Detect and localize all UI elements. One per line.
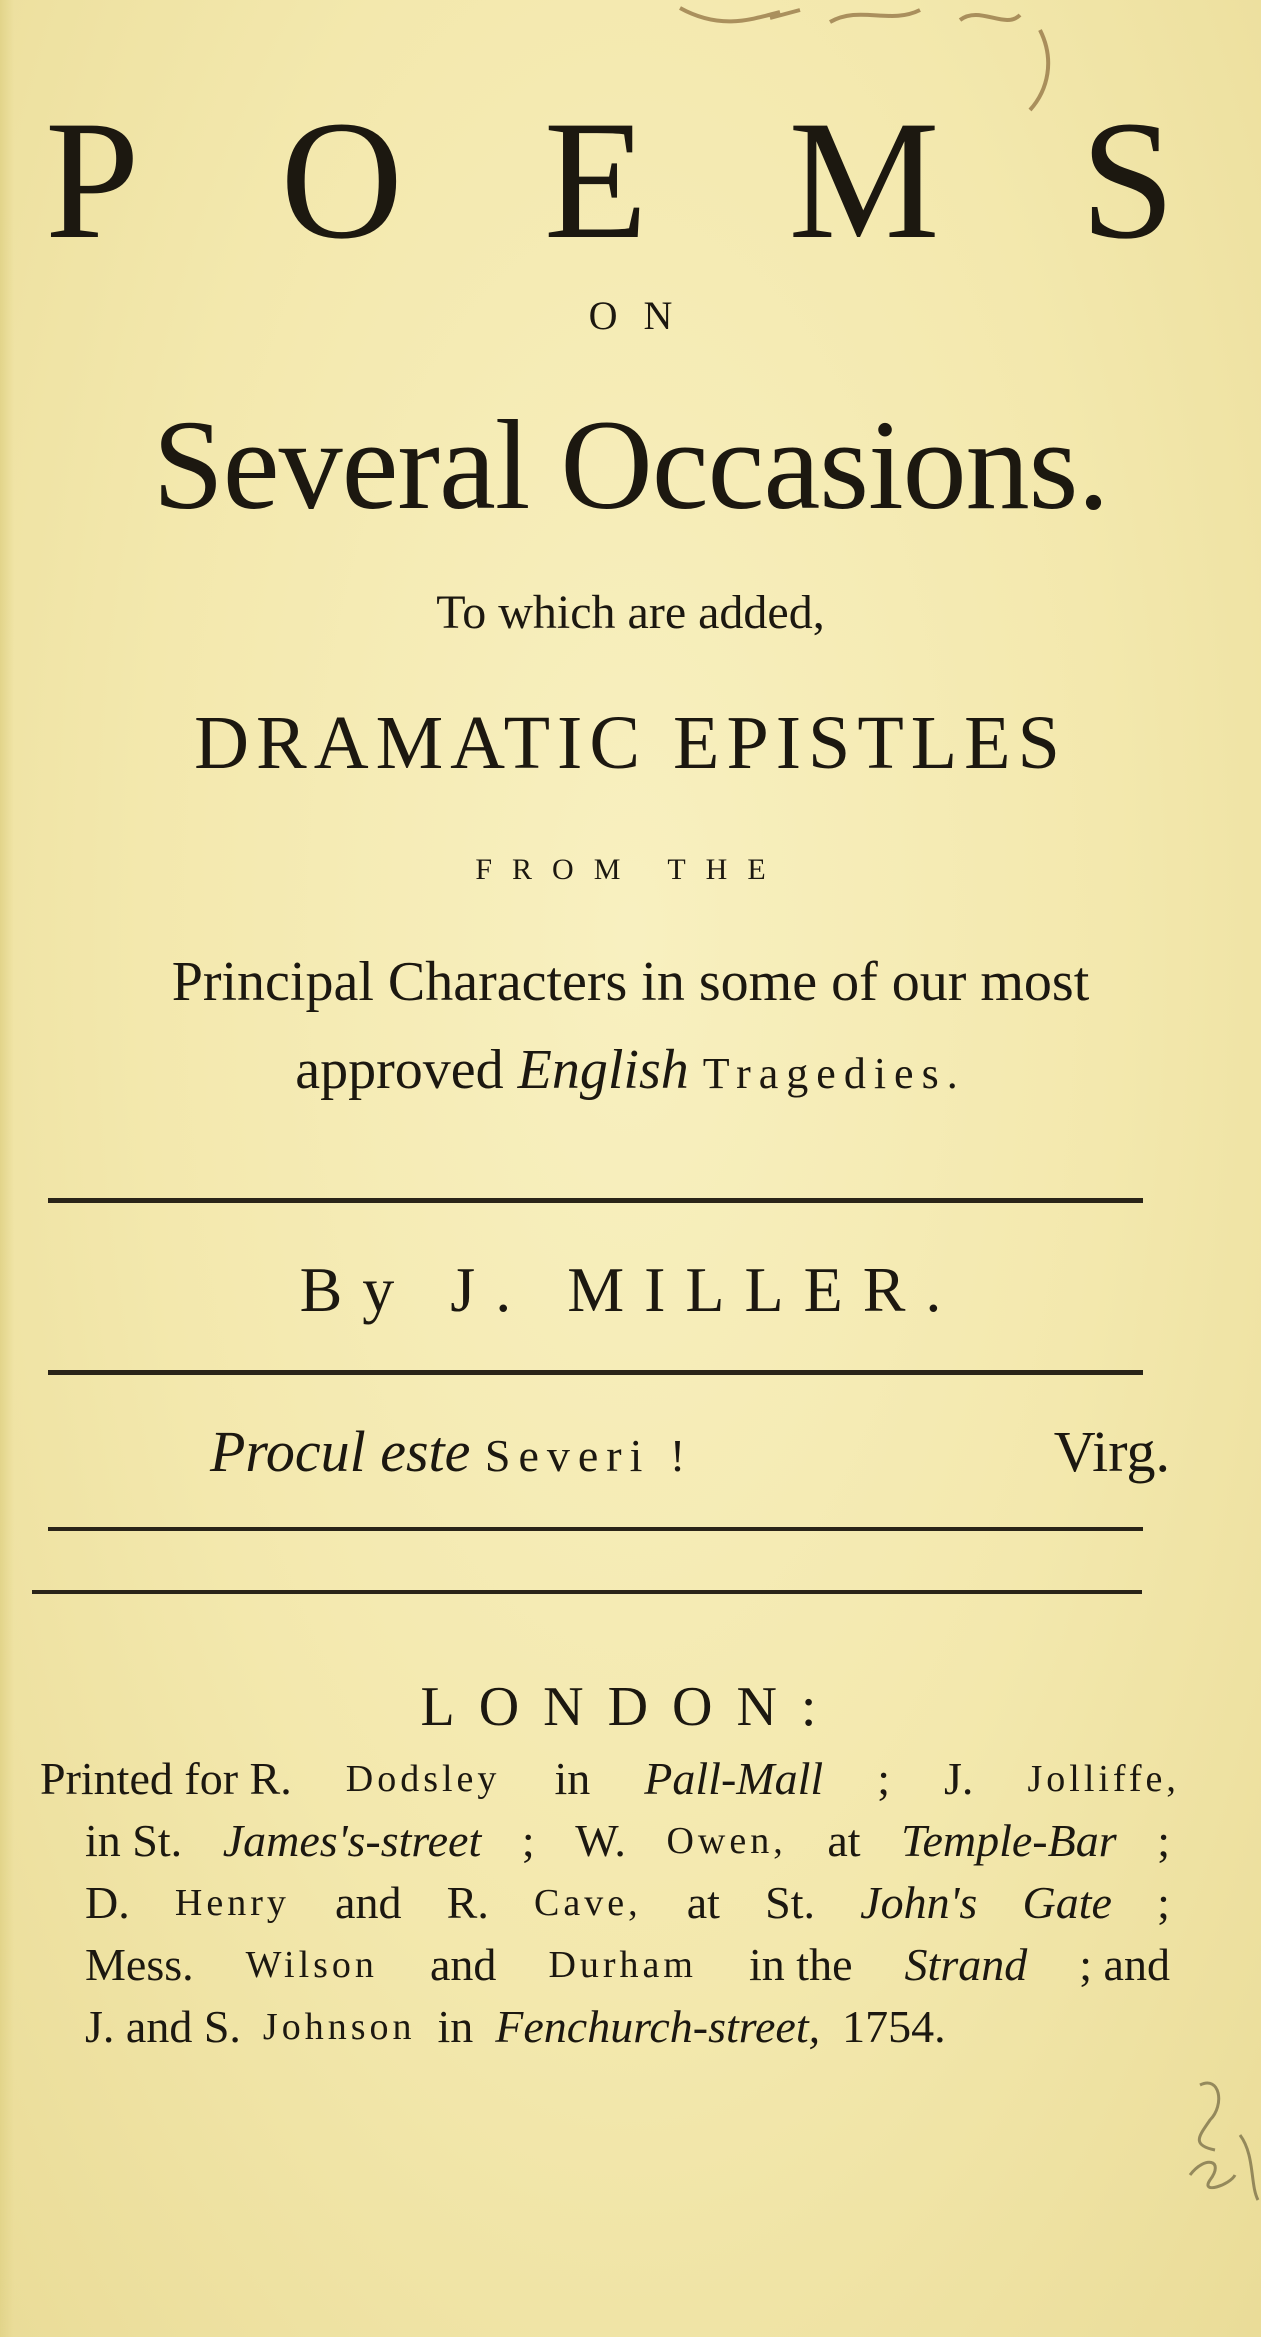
imprint-name: Wilson — [245, 1944, 378, 1986]
imprint-text: D. — [85, 1877, 130, 1928]
approved-english-tragedies — [0, 1038, 1261, 1102]
imprint-name: Durham — [548, 1944, 697, 1986]
imprint-line — [85, 1996, 1170, 2058]
principal-characters: Principal Characters in some of our most — [171, 951, 1090, 1013]
imprint-text: ; — [1157, 1877, 1170, 1928]
imprint-text: W. — [575, 1815, 626, 1866]
title-letter: O — [280, 86, 404, 274]
motto-procul: Procul este — [210, 1419, 471, 1484]
imprint-text: ; — [521, 1815, 535, 1866]
imprint-line — [85, 1810, 1170, 1872]
approved-prefix: approved — [295, 1039, 518, 1101]
title-letter: S — [1080, 86, 1175, 274]
imprint-name: Jolliffe, — [1027, 1758, 1180, 1800]
page-edge-shadow — [0, 0, 14, 2337]
motto-text — [210, 1418, 693, 1485]
imprint-text: in the — [749, 1939, 853, 1990]
imprint-text: ; and — [1079, 1939, 1170, 1990]
title-poems — [45, 86, 1175, 274]
imprint-text: in — [437, 2001, 474, 2052]
motto-severi: Severi ! — [484, 1430, 694, 1481]
imprint-text: ; — [1157, 1815, 1170, 1866]
imprint-text: ; — [877, 1753, 890, 1804]
added-line: To which are added, — [436, 586, 825, 639]
imprint-place: Gate — [1022, 1877, 1112, 1928]
imprint-text: at — [827, 1815, 861, 1866]
imprint-text: Printed for R. — [40, 1753, 292, 1804]
rule-divider — [48, 1527, 1143, 1531]
imprint-name: Owen, — [666, 1820, 787, 1862]
imprint-name: Henry — [174, 1882, 290, 1924]
manuscript-annotation-corner — [1170, 2075, 1261, 2205]
imprint-text: R. — [446, 1877, 489, 1928]
imprint-place: Strand — [904, 1939, 1028, 1990]
imprint-line — [40, 1748, 1180, 1810]
title-subtitle: Several Occasions. — [152, 394, 1109, 536]
imprint-name: Dodsley — [345, 1758, 501, 1800]
imprint-place: James's-street — [222, 1815, 482, 1866]
rule-divider — [48, 1198, 1143, 1203]
imprint-text: and — [429, 1939, 497, 1990]
title-letter: M — [788, 86, 940, 274]
imprint-date: 1754. — [842, 2001, 946, 2052]
dramatic-epistles: DRAMATIC EPISTLES — [194, 701, 1067, 785]
imprint-name: Cave, — [534, 1882, 642, 1924]
imprint-place: Pall-Mall — [644, 1753, 824, 1804]
author-line: By J. MILLER. — [299, 1254, 962, 1325]
imprint-text: J. and S. — [85, 2001, 241, 2052]
imprint-text: J. — [944, 1753, 974, 1804]
english-italic: English — [517, 1039, 689, 1101]
imprint-line — [85, 1872, 1170, 1934]
imprint-name: Johnson — [262, 2006, 416, 2048]
imprint-text: in — [554, 1753, 591, 1804]
imprint-text: Mess. — [85, 1939, 194, 1990]
title-on: ON — [588, 293, 699, 338]
imprint-place: Temple-Bar — [901, 1815, 1117, 1866]
imprint-text: at — [686, 1877, 720, 1928]
tragedies-smallcaps: Tragedies. — [702, 1049, 966, 1098]
imprint-text: in St. — [85, 1815, 183, 1866]
imprint-place: Fenchurch-street, — [495, 2001, 821, 2052]
from-the: FROM THE — [475, 853, 786, 886]
motto — [210, 1418, 1170, 1485]
title-letter: E — [543, 86, 648, 274]
rule-divider — [32, 1590, 1142, 1594]
imprint-place: John's — [860, 1877, 978, 1928]
imprint-text: St. — [765, 1877, 815, 1928]
rule-divider — [48, 1370, 1143, 1375]
imprint-city: LONDON: — [420, 1676, 841, 1738]
imprint-line — [85, 1934, 1170, 1996]
motto-attribution: Virg. — [1053, 1419, 1170, 1484]
title-letter: P — [45, 86, 140, 274]
imprint-text: and — [335, 1877, 402, 1928]
